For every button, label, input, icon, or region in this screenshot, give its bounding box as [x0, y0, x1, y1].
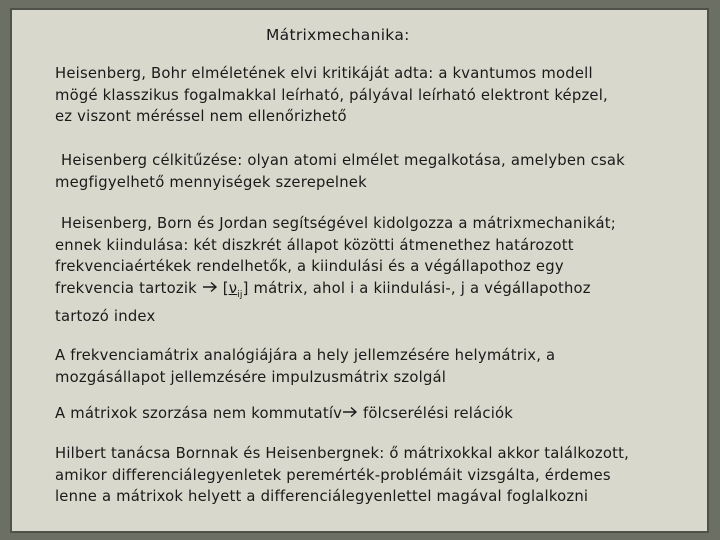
paragraph-hilbert-advice: [55, 443, 705, 508]
slide-title: Mátrixmechanika:: [266, 26, 410, 44]
text-fragment: mátrix, ahol i a kiindulási-, j a végállapothoz: [248, 279, 591, 297]
text-line: tartozó index: [55, 307, 156, 325]
text-line: megfigyelhető mennyiségek szerepelnek: [55, 173, 367, 191]
text-line: A frekvenciamátrix analógiájára a hely jellemzésére helymátrix, a: [55, 347, 556, 364]
text-line: Heisenberg, Born és Jordan segítségével kidolgozza a mátrixmechanikát;: [61, 215, 616, 232]
text-fragment: A mátrixok szorzása nem kommutatív: [55, 405, 343, 422]
text-line: [55, 278, 711, 306]
right-arrow-icon: [342, 403, 358, 425]
text-line: Heisenberg, Bohr elméletének elvi kritikáját adta: a kvantumos modell: [55, 65, 593, 82]
text-line: Hilbert tanácsa Bornnak és Heisenbergnek: ő mátrixokkal akkor találkozott,: [55, 445, 630, 462]
right-arrow-icon: [202, 278, 218, 300]
paragraph-matrix-mechanics: [55, 213, 711, 327]
paragraph-commutation: [55, 403, 705, 425]
text-line: amikor differenciálegyenletek peremérték-problémáit vizsgálta, érdemes: [55, 466, 611, 484]
text-line: lenne a mátrixok helyett a differenciálegyenlettel magával foglalkozni: [55, 488, 589, 505]
text-line: [55, 403, 705, 425]
text-line: frekvenciaértékek rendelhetők, a kiindulási és a végállapothoz egy: [55, 258, 564, 275]
paragraph-goal: [55, 150, 711, 193]
text-fragment: frekvencia tartozik: [55, 279, 197, 297]
paragraph-bohr-critique: [55, 63, 705, 128]
text-line: Heisenberg célkitűzése: olyan atomi elmélet megalkotása, amelyben csak: [61, 152, 625, 169]
paragraph-position-momentum: [55, 345, 705, 388]
text-line: mögé klasszikus fogalmakkal leírható, pályával leírható elektront képzel,: [55, 86, 608, 104]
text-line: ennek kiindulása: két diszkrét állapot közötti átmenethez határozott: [55, 236, 574, 254]
text-line: mozgásállapot jellemzésére impulzusmátrix szolgál: [55, 368, 447, 386]
text-fragment: fölcserélési relációk: [358, 405, 514, 422]
text-line: ez viszont méréssel nem ellenőrizhető: [55, 108, 347, 125]
frequency-matrix-symbol: $[\nu_{ij}]$: [222, 279, 249, 300]
